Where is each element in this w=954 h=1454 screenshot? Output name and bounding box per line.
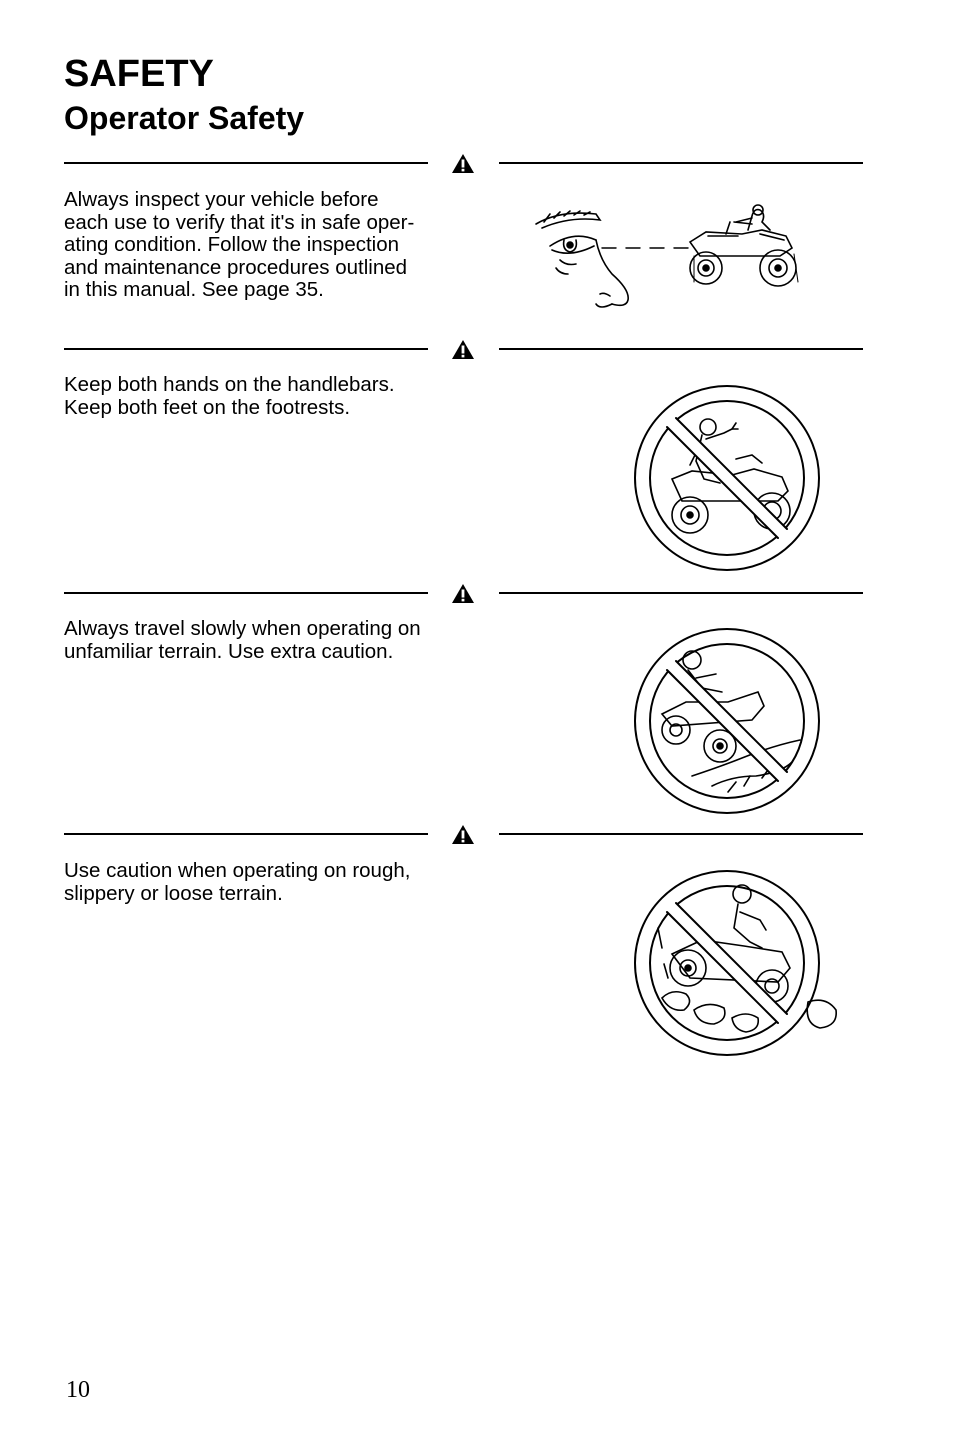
- prohibited-one-hand-riding-illustration: [632, 383, 822, 573]
- warning-triangle-icon: [451, 824, 475, 845]
- warning-divider-right: [499, 348, 863, 350]
- warning-triangle-icon: [451, 153, 475, 174]
- warning-divider-left: [64, 833, 428, 835]
- warning-divider-left: [64, 162, 428, 164]
- warning-divider-left: [64, 592, 428, 594]
- warning-triangle-icon: [451, 339, 475, 360]
- page-number: 10: [66, 1377, 90, 1403]
- warning-text-rough-terrain: Use caution when operating on rough, slippery or loose terrain.: [64, 859, 411, 905]
- prohibited-rough-terrain-illustration: [632, 868, 842, 1058]
- section-title: SAFETY: [64, 53, 214, 95]
- warning-text-hands-feet: Keep both hands on the handlebars. Keep both feet on the footrests.: [64, 373, 395, 419]
- warning-divider-right: [499, 162, 863, 164]
- warning-divider-right: [499, 833, 863, 835]
- warning-text-travel-slowly: Always travel slowly when operating on unfamiliar terrain. Use extra caution.: [64, 617, 421, 663]
- eye-inspecting-atv-illustration: [530, 200, 805, 315]
- warning-divider-right: [499, 592, 863, 594]
- section-subtitle: Operator Safety: [64, 100, 305, 136]
- warning-divider-left: [64, 348, 428, 350]
- prohibited-fast-unfamiliar-terrain-illustration: [632, 626, 822, 816]
- warning-triangle-icon: [451, 583, 475, 604]
- warning-text-inspect: Always inspect your vehicle before each use to verify that it's in safe oper- ating condition. Follow the inspection and maintenance procedures outlined in this manual. See page 35.: [64, 188, 415, 302]
